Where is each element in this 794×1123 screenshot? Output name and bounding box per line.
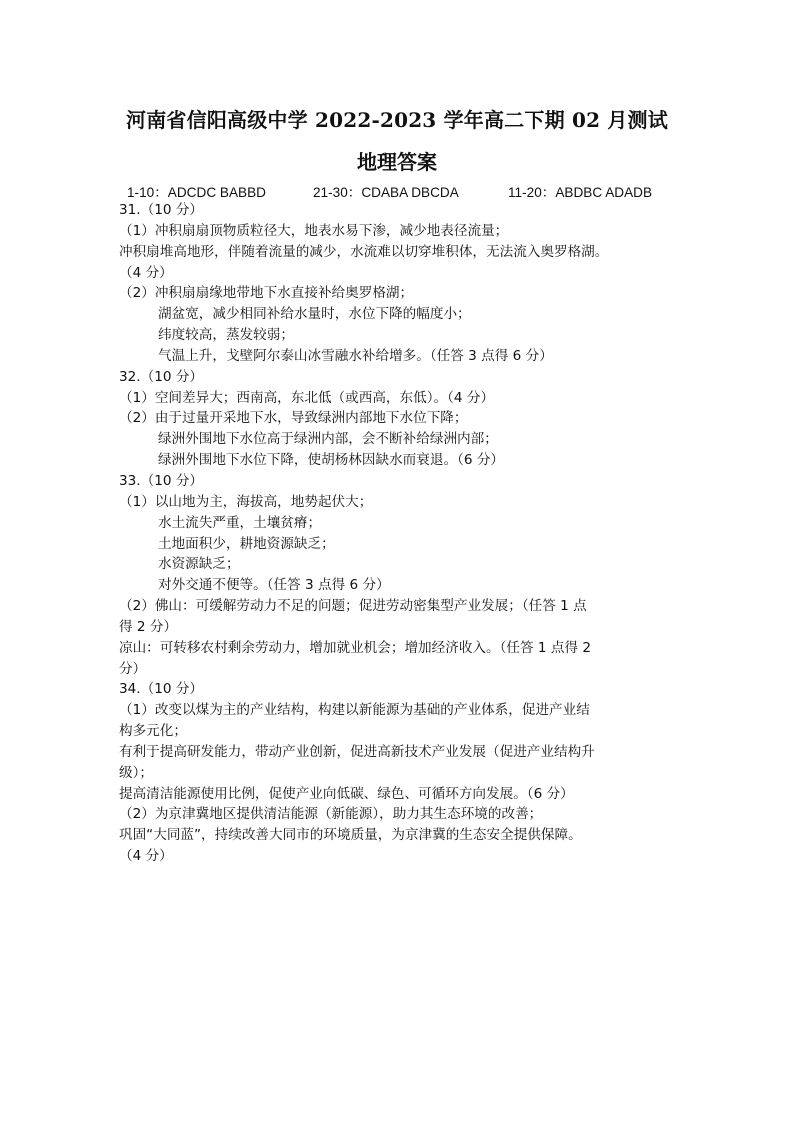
text-line: 得 2 分） (119, 618, 178, 635)
text-line: 绿洲外围地下水位高于绿洲内部，会不断补给绿洲内部； (158, 431, 498, 448)
answer-key-11-20: 11-20：ABDBC ADADB (508, 185, 653, 200)
multiple-choice-answer-keys (0, 181, 794, 201)
answer-body (119, 200, 679, 867)
text-line: 提高清洁能源使用比例，促使产业向低碳、绿色、可循环方向发展。（6 分） (119, 785, 574, 802)
text-line: 巩固“大同蓝”，持续改善大同市的环境质量，为京津冀的生态安全提供保障。 (119, 827, 582, 844)
text-line: 分） (119, 660, 147, 677)
text-line: 湖盆宽，减少相同补给水量时，水位下降的幅度小； (158, 306, 471, 323)
text-line: （1）冲积扇扇顶物质粒径大，地表水易下渗，减少地表径流量； (119, 222, 509, 239)
text-line: 水土流失严重，土壤贫瘠； (158, 514, 322, 531)
text-line: （2）由于过量开采地下水，导致绿洲内部地下水位下降； (119, 410, 468, 427)
question-34-heading: 34.（10 分） (119, 681, 204, 698)
score-note: （4 分） (119, 848, 173, 865)
text-line: 凉山：可转移农村剩余劳动力，增加就业机会；增加经济收入。（任答 1 点得 2 (119, 639, 592, 656)
document-title: 河南省信阳高级中学 2022-2023 学年高二下期 02 月测试 (126, 108, 668, 132)
text-line: 绿洲外围地下水位下降，使胡杨林因缺水而衰退。（6 分） (158, 452, 505, 469)
text-line: （1）以山地为主，海拔高，地势起伏大； (119, 493, 373, 510)
text-line: （2）佛山：可缓解劳动力不足的问题；促进劳动密集型产业发展；（任答 1 点 (119, 598, 587, 615)
question-32-heading: 32.（10 分） (119, 368, 204, 385)
text-line: 对外交通不便等。（任答 3 点得 6 分） (158, 577, 390, 594)
text-line: 纬度较高，蒸发较弱； (158, 327, 294, 344)
text-line: （2）为京津冀地区提供清洁能源（新能源），助力其生态环境的改善； (119, 806, 543, 823)
text-line: 土地面积少，耕地资源缺乏； (158, 535, 335, 552)
text-line: （2）冲积扇扇缘地带地下水直接补给奥罗格湖； (119, 285, 414, 302)
answer-key-1-10: 1-10：ADCDC BABBD (127, 185, 266, 200)
question-33-heading: 33.（10 分） (119, 472, 204, 489)
text-line: （1）改变以煤为主的产业结构，构建以新能源为基础的产业体系，促进产业结 (119, 702, 590, 719)
text-line: 冲积扇堆高地形，伴随着流量的减少，水流难以切穿堆积体，无法流入奥罗格湖。 (119, 243, 609, 260)
text-line: 构多元化； (119, 723, 187, 740)
score-note: （4 分） (119, 264, 173, 281)
document-subtitle: 地理答案 (357, 150, 437, 174)
question-31-heading: 31.（10 分） (119, 202, 204, 218)
answer-key-21-30: 21-30：CDABA DBCDA (313, 185, 459, 200)
text-line: 有利于提高研发能力，带动产业创新，促进高新技术产业发展（促进产业结构升 (119, 743, 595, 760)
text-line: 级）； (119, 764, 153, 781)
text-line: 气温上升，戈壁阿尔泰山冰雪融水补给增多。（任答 3 点得 6 分） (158, 347, 553, 364)
text-line: （1）空间差异大；西南高，东北低（或西高，东低）。（4 分） (119, 389, 495, 406)
text-line: 水资源缺乏； (158, 556, 240, 573)
